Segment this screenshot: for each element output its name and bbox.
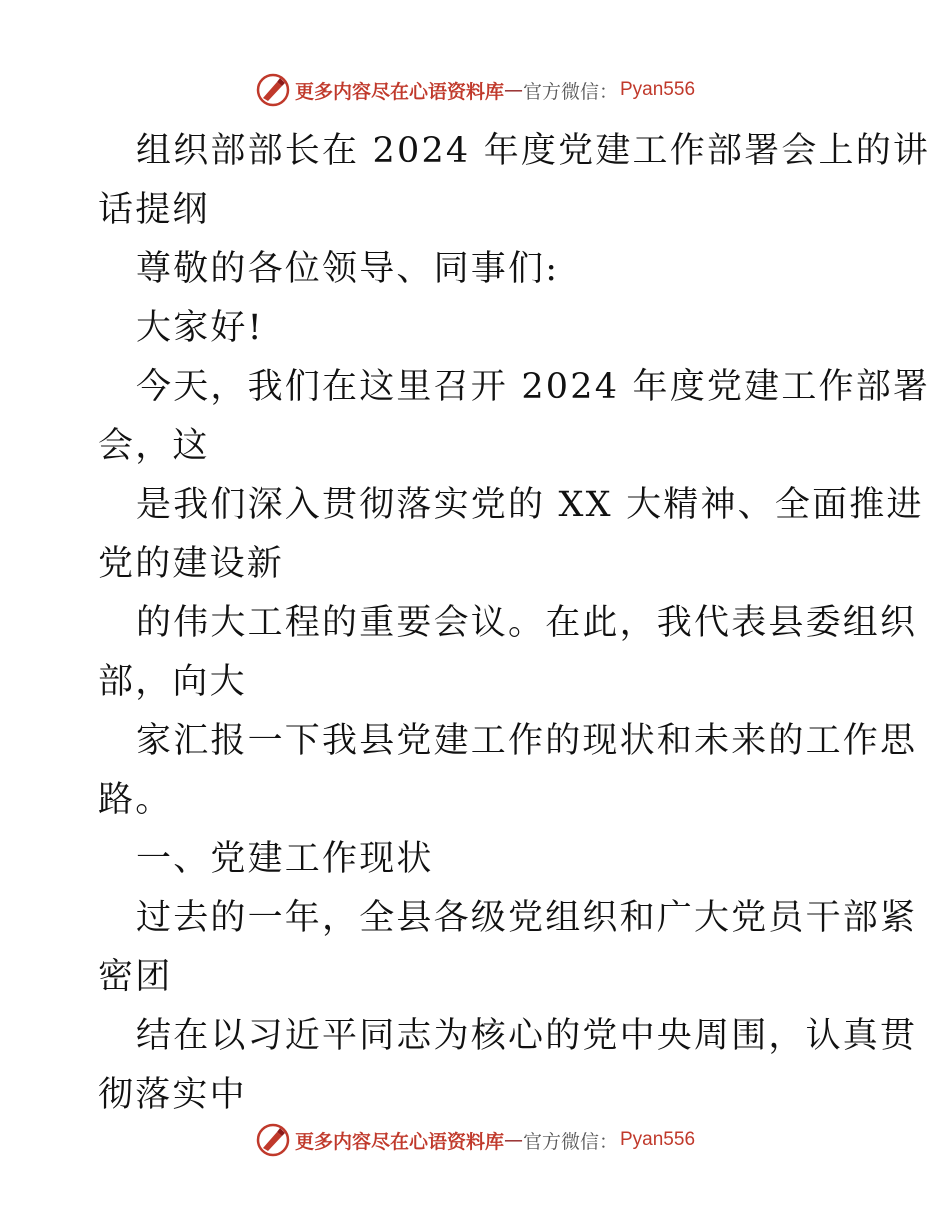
text-line: 过去的一年，全县各级党组织和广大党员干部紧 [136,898,918,938]
text-line: 今天，我们在这里召开 2024 年度党建工作部署 [136,367,931,407]
paragraph-greeting [98,299,858,358]
paragraph [98,1007,918,1125]
text-line: 的伟大工程的重要会议。在此，我代表县委组织 [136,603,918,643]
header-watermark [0,70,950,110]
text-line: 一、党建工作现状 [136,839,434,879]
section-heading [98,830,858,889]
paragraph [98,889,918,1007]
text-line: 会，这 [98,426,210,466]
pen-logo-icon [255,72,291,108]
paragraph [98,358,931,476]
text-line: 大家好! [136,308,264,348]
paragraph [98,712,918,830]
footer-watermark [0,1120,950,1160]
text-line: 党的建设新 [98,544,285,584]
text-line: 家汇报一下我县党建工作的现状和未来的工作思 [136,721,918,761]
watermark-dash: — [503,79,523,101]
text-line: 是我们深入贯彻落实党的 XX 大精神、全面推进 [136,485,924,525]
paragraph-salutation [98,240,858,299]
text-line: 组织部部长在 2024 年度党建工作部署会上的讲 [136,131,931,171]
paragraph [98,476,924,594]
paragraph-title [98,122,931,240]
document-body [98,122,931,1125]
text-line: 尊敬的各位领导、同事们: [136,249,560,289]
watermark-sub-text: 官方微信： [522,80,618,103]
text-line: 路。 [98,780,173,820]
watermark-id: Pyan556 [620,1129,696,1150]
watermark-dash: — [503,1129,523,1151]
watermark-main-text: 更多内容尽在心语资料库 [294,80,504,103]
watermark-sub-text: 官方微信： [522,1130,618,1153]
text-line: 部，向大 [98,662,247,702]
pen-logo-icon [255,1122,291,1158]
text-line: 密团 [98,957,173,997]
text-line: 话提纲 [98,190,210,230]
paragraph [98,594,918,712]
text-line: 彻落实中 [98,1075,247,1115]
watermark-main-text: 更多内容尽在心语资料库 [294,1130,504,1153]
watermark-id: Pyan556 [620,79,696,100]
text-line: 结在以习近平同志为核心的党中央周围，认真贯 [136,1016,918,1056]
